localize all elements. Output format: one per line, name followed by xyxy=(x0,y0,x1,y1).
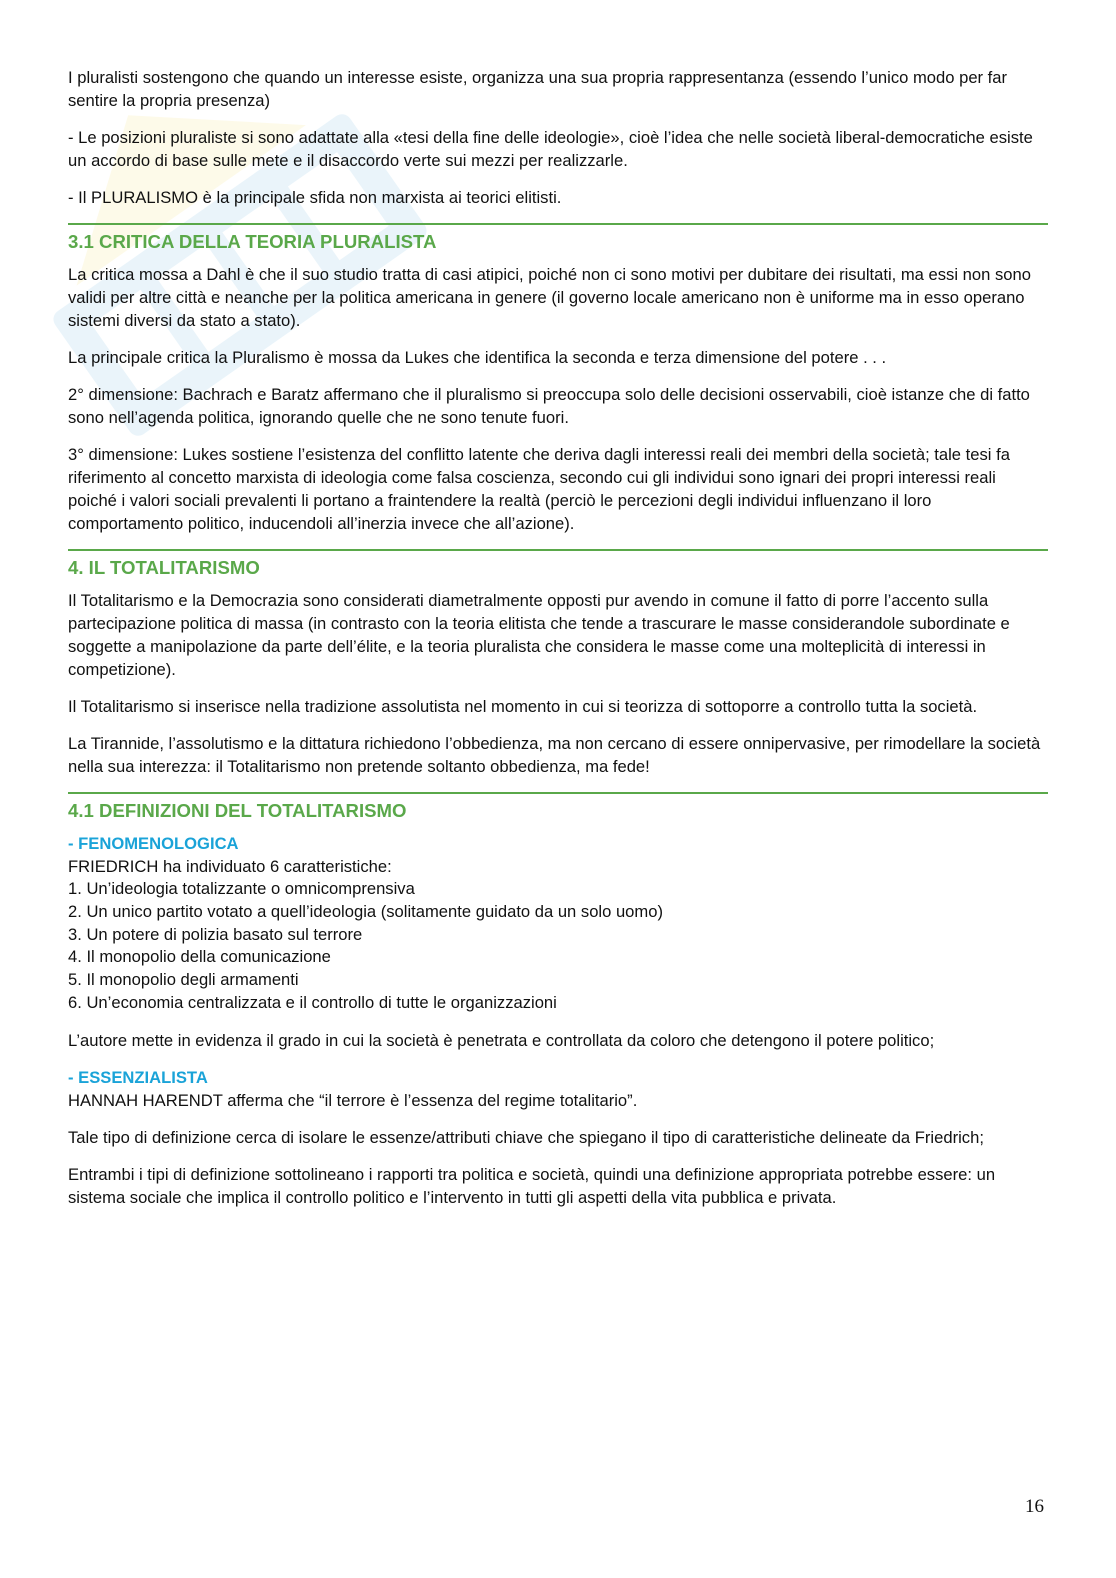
section-3-1-paragraph-2: La principale critica la Pluralismo è mossa da Lukes che identifica la seconda e terza dimensione del potere . . . xyxy=(68,348,887,367)
section-3-1-title: 3.1 CRITICA DELLA TEORIA PLURALISTA xyxy=(68,231,437,252)
list-item: 1. Un’ideologia totalizzante o omnicomprensiva xyxy=(68,879,415,898)
essenzialista-paragraph-2: Entrambi i tipi di definizione sottolineano i rapporti tra politica e società, quindi una definizione appropriata potrebbe essere: un sistema sociale che implica il controllo politico e l’intervento in tutti gli aspetti della vita pubblica e privata. xyxy=(68,1164,996,1207)
list-item: 6. Un’economia centralizzata e il controllo di tutte le organizzazioni xyxy=(68,992,557,1012)
friedrich-intro: FRIEDRICH ha individuato 6 caratteristiche: xyxy=(68,857,392,876)
section-4-paragraph-2: Il Totalitarismo si inserisce nella tradizione assolutista nel momento in cui si teorizza di sottoporre a controllo tutta la società. xyxy=(68,697,978,716)
intro-paragraph-3: - Il PLURALISMO è la principale sfida non marxista ai teorici elitisti. xyxy=(68,188,562,207)
list-item: 2. Un unico partito votato a quell’ideologia (solitamente guidato da un solo uomo) xyxy=(68,901,663,921)
section-3-1-paragraph-4: 3° dimensione: Lukes sostiene l’esistenza del conflitto latente che deriva dagli interessi reali dei membri della società; tale tesi fa riferimento al concetto marxista di ideologia come falsa coscienza, secondo cui gli individui sono ignari dei propri interessi reali poiché i valori sociali prevalenti li portano a fraintendere la realtà (perciò le percezioni degli individui influenzano il loro comportamento politico, inducendoli all’inerzia invece che all’azione). xyxy=(68,445,1010,533)
section-4-title: 4. IL TOTALITARISMO xyxy=(68,557,260,578)
list-item: 4. Il monopolio della comunicazione xyxy=(68,947,331,967)
friedrich-characteristics-list xyxy=(68,878,1048,1015)
intro-paragraph-2: - Le posizioni pluraliste si sono adattate alla «tesi della fine delle ideologie», cioè l’idea che nelle società liberal-democratiche esiste un accordo di base sulle mete e il disaccordo verte sui mezzi per realizzarle. xyxy=(68,128,1033,170)
document-page xyxy=(68,66,1048,1223)
fenomenologica-conclusion: L’autore mette in evidenza il grado in cui la società è penetrata e controllata da coloro che detengono il potere politico; xyxy=(68,1030,935,1050)
section-4-paragraph-3: La Tirannide, l’assolutismo e la dittatura richiedono l’obbedienza, ma non cercano di essere onnipervasive, per rimodellare la società nella sua interezza: il Totalitarismo non pretende soltanto obbedienza, ma fede! xyxy=(68,734,1041,776)
fenomenologica-subtitle: - FENOMENOLOGICA xyxy=(68,834,239,853)
intro-paragraph-1: I pluralisti sostengono che quando un interesse esiste, organizza una sua propria rappresentanza (essendo l’unico modo per far sentire la propria presenza) xyxy=(68,68,1008,110)
section-3-1-paragraph-3: 2° dimensione: Bachrach e Baratz affermano che il pluralismo si preoccupa solo delle decisioni osservabili, cioè istanze che di fatto sono nell’agenda politica, ignorando quelle che ne sono tenute fuori. xyxy=(68,385,1030,427)
section-3-1-paragraph-1: La critica mossa a Dahl è che il suo studio tratta di casi atipici, poiché non ci sono motivi per dubitare dei risultati, ma essi non sono validi per altre città e neanche per la politica americana in genere (il governo locale americano non è uniforme ma in esso operano sistemi diversi da stato a stato). xyxy=(68,265,1031,330)
section-4 xyxy=(68,549,1048,778)
essenzialista-subtitle: - ESSENZIALISTA xyxy=(68,1067,208,1087)
page-number: 16 xyxy=(1025,1496,1044,1517)
section-4-1-title: 4.1 DEFINIZIONI DEL TOTALITARISMO xyxy=(68,800,407,821)
essenzialista-paragraph-1: Tale tipo di definizione cerca di isolare le essenze/attributi chiave che spiegano il tipo di caratteristiche delineate da Friedrich; xyxy=(68,1127,984,1147)
section-4-1 xyxy=(68,792,1048,1209)
list-item: 5. Il monopolio degli armamenti xyxy=(68,970,299,990)
arendt-quote: HANNAH HARENDT afferma che “il terrore è l’essenza del regime totalitario”. xyxy=(68,1090,638,1110)
section-4-paragraph-1: Il Totalitarismo e la Democrazia sono considerati diametralmente opposti pur avendo in comune il fatto di porre l’accento sulla partecipazione politica di massa (in contrasto con la teoria elitista che tende a trascurare le masse considerandole subordinate e soggette a manipolazione da parte dell’élite, e la teoria pluralista che considera le masse come una molteplicità di interessi in competizione). xyxy=(68,591,1010,679)
section-3-1 xyxy=(68,223,1048,535)
list-item: 3. Un potere di polizia basato sul terrore xyxy=(68,924,363,944)
